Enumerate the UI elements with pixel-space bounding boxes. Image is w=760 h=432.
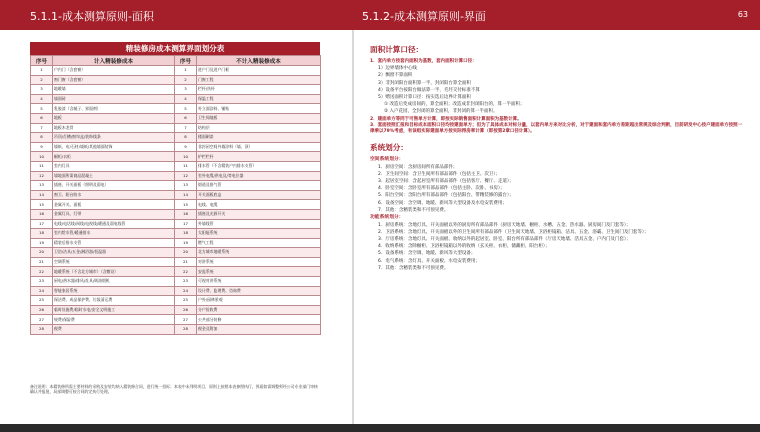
row-excluded: 可视对讲系统 <box>197 277 321 287</box>
row-no2: 4 <box>175 94 197 104</box>
row-included: 临时设施费/临时水电/安全文明施工 <box>53 305 175 315</box>
row-no2: 2 <box>175 75 197 85</box>
list-item: 4．卧室空间：含卧室所有部品部件（包括主卧、次卧、书房）； <box>378 186 505 192</box>
table-row <box>31 267 321 277</box>
row-no2: 10 <box>175 152 197 162</box>
row-no: 23 <box>31 277 53 287</box>
function-system-title: 功能系统划分： <box>370 215 404 221</box>
table-row <box>31 305 321 315</box>
table-row <box>31 104 321 114</box>
row-no2: 24 <box>175 286 197 296</box>
row-no2: 13 <box>175 181 197 191</box>
list-item: 4．收纳系统：含除橱柜、卫浴柜镜箱以外的收纳（玄关柜、衣柜、储藏柜、阳台柜）； <box>378 244 550 250</box>
table-row <box>31 94 321 104</box>
row-excluded: 保温工程 <box>197 94 321 104</box>
row-no: 8 <box>31 133 53 143</box>
row-no: 9 <box>31 142 53 152</box>
col-header-no: 序号 <box>31 56 53 66</box>
row-included: 窗门窗（含套窗） <box>53 75 175 85</box>
row-excluded: 门窗工程 <box>197 75 321 85</box>
row-no2: 20 <box>175 248 197 258</box>
row-included: 地暖墙 <box>53 85 175 95</box>
table-row <box>31 161 321 171</box>
list-item: 3．起居室空间：含起居室所有部品部件（包括客厅、餐厅、走道）； <box>378 179 514 185</box>
page-spine <box>352 30 354 424</box>
row-no2: 22 <box>175 267 197 277</box>
table-row <box>31 248 321 258</box>
row-no2: 12 <box>175 171 197 181</box>
row-no: 4 <box>31 94 53 104</box>
list-item: 5．阳台空间：含阳台所有部品部件（包括阳台、带精装修的露台）； <box>378 193 514 199</box>
area-rule-2: 2．建面单方等同于可售单方计算，即按实际销售面积计算面积为基数计算。 <box>370 116 522 122</box>
list-item: 3）非封闭阳台面积算一半，封闭阳台算全面积 <box>378 80 471 86</box>
row-no2: 7 <box>175 123 197 133</box>
row-no: 21 <box>31 257 53 267</box>
list-item: 7．其他：含精装类和不可预见费。 <box>378 265 449 271</box>
table-row <box>31 286 321 296</box>
row-excluded: 进户门及进户门框 <box>197 66 321 76</box>
list-item: 2．卫生间空间：含卫生间所有部品部件（包括主卫、次卫）； <box>378 171 501 177</box>
row-excluded: 卫生间地板 <box>197 113 321 123</box>
row-no: 26 <box>31 305 53 315</box>
row-no2: 3 <box>175 85 197 95</box>
row-no: 16 <box>31 209 53 219</box>
list-item: 1）边界墙体中心线 <box>378 66 417 72</box>
row-included: 精装后排水支管 <box>53 238 175 248</box>
row-included: 窗卫、阳台防水 <box>53 190 175 200</box>
row-included: 金属灯具、灯带 <box>53 209 175 219</box>
row-no2: 27 <box>175 315 197 325</box>
table-row <box>31 66 321 76</box>
bottom-bar <box>0 424 760 432</box>
row-included: 乳胶漆（含腻子、界面剂） <box>53 104 175 114</box>
row-no: 18 <box>31 229 53 239</box>
row-no2: 18 <box>175 229 197 239</box>
row-included: 保洁费、成品保护费、垃圾清运费 <box>53 296 175 306</box>
table-row <box>31 123 321 133</box>
table-row <box>31 277 321 287</box>
list-item: 4）设备平台按阳台做法算一半，毛坯交付标准不算 <box>378 87 480 93</box>
row-excluded: 电线、电缆 <box>197 200 321 210</box>
row-excluded: 外立面涂料、铺贴 <box>197 104 321 114</box>
row-no: 25 <box>31 296 53 306</box>
row-no: 3 <box>31 85 53 95</box>
left-page-title: 5.1.1-成本测算原则-面积 <box>30 10 154 23</box>
row-no: 15 <box>31 200 53 210</box>
row-no2: 26 <box>175 305 197 315</box>
table-row <box>31 325 321 335</box>
list-item: 6．设备空间：含空调、地暖、新风等大型设备及水电安装费用； <box>378 200 507 206</box>
table-row <box>31 190 321 200</box>
right-content <box>370 44 745 272</box>
row-no2: 15 <box>175 200 197 210</box>
row-included: 插座、开关面板（照明及弱电） <box>53 181 175 191</box>
row-no: 17 <box>31 219 53 229</box>
col-header-included: 计入精装修成本 <box>53 56 175 66</box>
row-no: 20 <box>31 248 53 258</box>
table-row <box>31 296 321 306</box>
table-row <box>31 113 321 123</box>
row-excluded: 插座及光源开关 <box>197 209 321 219</box>
row-included: 税费 <box>53 325 175 335</box>
table-row <box>31 133 321 143</box>
row-no: 28 <box>31 325 53 335</box>
row-no: 27 <box>31 315 53 325</box>
list-item: 7．其他：含精装类和不可预见费。 <box>378 207 449 213</box>
list-item: 3．厅房系统：含地灯具、开关面板、收纳以外的起居室、卧室、阳台所有部品部件（厅房天地墙、活具五金、户内门及门套）； <box>378 237 631 243</box>
row-no: 2 <box>31 75 53 85</box>
page-number: 63 <box>737 10 748 19</box>
row-excluded: 栏杆/扶杆 <box>197 85 321 95</box>
list-item: 2）飘窗不算面积 <box>378 73 413 79</box>
row-excluded: 结构层 <box>197 123 321 133</box>
row-included: 室内灯具 <box>53 161 175 171</box>
row-excluded: 开关面板底盒 <box>197 190 321 200</box>
row-excluded: 对讲系统 <box>197 257 321 267</box>
row-included: 吊顶/灯槽/窗帘盒/装饰线条 <box>53 133 175 143</box>
row-included: 卫浴/洁具/五金/淋浴器/恒温器 <box>53 248 175 258</box>
row-included: 橱柜/衣柜 <box>53 152 175 162</box>
row-no2: 6 <box>175 113 197 123</box>
row-included: 电线/电话线/网线/电视线/暖通及弱电线管 <box>53 219 175 229</box>
row-no: 24 <box>31 286 53 296</box>
list-item: 5．设备系统：含空调、地暖、新风等大型设备； <box>378 251 476 257</box>
list-item: ② 入户花园，全封闭的算全面积，非封闭的算一半面积。 <box>384 109 498 115</box>
row-no2: 21 <box>175 257 197 267</box>
row-excluded: 公共部分装修 <box>197 315 321 325</box>
area-rule-3: 3．套面按照汇报和目标成本面积口径均按建面单方；但为了具体成本对标分量，以套内单方来对比分析，对于建面和套内单方差距超出常规及综合判断，目前研发中心按户建面单方按照一律乘以79%考虑，有该组实际建面单方按实际得房率计算（即按第2章口径计算）。 <box>370 122 743 135</box>
row-included: 墙地面所需商品混凝土 <box>53 171 175 181</box>
row-no2: 16 <box>175 209 197 219</box>
space-system-list <box>370 164 745 214</box>
row-included: 空调系统 <box>53 257 175 267</box>
row-no2: 11 <box>175 161 197 171</box>
row-excluded: 非封闭空间外墙涂料（墙、顶） <box>197 142 321 152</box>
list-item: 5）赠送面积计算口径：按实选后边界计算面积 <box>378 95 471 101</box>
row-no: 22 <box>31 267 53 277</box>
row-included: 智能家居系统 <box>53 286 175 296</box>
row-excluded: 外墙线管 <box>197 219 321 229</box>
row-excluded: 税金及附加 <box>197 325 321 335</box>
list-item: 1．套内单方按套内面积为基数，套内面积计算口径： <box>370 59 477 64</box>
row-no: 1 <box>31 66 53 76</box>
function-system-list <box>370 222 745 272</box>
row-no: 7 <box>31 123 53 133</box>
table-header-row <box>31 56 321 66</box>
table-row <box>31 238 321 248</box>
row-included: 规费/保险费 <box>53 315 175 325</box>
row-included: 厨电/热水器/排风/灶具/吸油烟机 <box>53 277 175 287</box>
list-item: 1．厨房空间：含厨房间所有部品部件； <box>378 164 458 170</box>
row-excluded: 烟道及排气管 <box>197 181 321 191</box>
row-excluded: 室外电缆/供电及/等电位器 <box>197 171 321 181</box>
row-included: 墙纸、布/石材/墙纸/其他墙面装饰 <box>53 142 175 152</box>
row-excluded: 安监系统 <box>197 267 321 277</box>
row-included: 地板木龙骨 <box>53 123 175 133</box>
row-no: 10 <box>31 152 53 162</box>
table-row <box>31 219 321 229</box>
row-no: 6 <box>31 113 53 123</box>
space-system-title: 空间系统划分： <box>370 157 404 163</box>
row-excluded: 楼面刷漆 <box>197 133 321 143</box>
col-header-excluded: 不计入精装修成本 <box>197 56 321 66</box>
row-no2: 5 <box>175 104 197 114</box>
cost-scope-table <box>30 42 320 335</box>
row-included: 地板 <box>53 113 175 123</box>
row-no2: 1 <box>175 66 197 76</box>
table-row <box>31 181 321 191</box>
row-no: 12 <box>31 171 53 181</box>
row-excluded: 北方城市地暖系统 <box>197 248 321 258</box>
row-excluded: 分户验收费 <box>197 305 321 315</box>
row-no: 13 <box>31 181 53 191</box>
row-excluded: 太阳能系统 <box>197 229 321 239</box>
row-no2: 25 <box>175 296 197 306</box>
list-item: 1．厨房系统：含地灯具、开关面板以外的厨房所有部品部件（厨房天地墙、橱柜、水槽、五金、热水器、厨房间门及门套等）； <box>378 222 631 228</box>
area-lines <box>370 58 745 116</box>
table-row <box>31 257 321 267</box>
row-excluded: 户外/园林景观 <box>197 296 321 306</box>
table-row <box>31 142 321 152</box>
cost-table <box>30 55 321 335</box>
row-excluded: 排水管（不含精装户内排水支管） <box>197 161 321 171</box>
row-excluded: 燃气工程 <box>197 238 321 248</box>
table-row <box>31 152 321 162</box>
table-row <box>31 200 321 210</box>
row-no2: 28 <box>175 325 197 335</box>
right-page-title: 5.1.2-成本测算原则-界面 <box>362 10 486 23</box>
row-no2: 17 <box>175 219 197 229</box>
row-included: 地暖系统（不含北方城市）（含敷设） <box>53 267 175 277</box>
row-no2: 9 <box>175 142 197 152</box>
table-row <box>31 85 321 95</box>
system-section-title: 系统划分： <box>370 143 408 153</box>
table-row <box>31 315 321 325</box>
table-row <box>31 75 321 85</box>
row-no: 11 <box>31 161 53 171</box>
list-item: ① 改造后变成房间的，算全面积；改造成非封闭阳台的，算一半面积； <box>384 102 525 108</box>
row-included: 墙面砖 <box>53 94 175 104</box>
row-no2: 8 <box>175 133 197 143</box>
row-no: 19 <box>31 238 53 248</box>
table-body <box>31 66 321 335</box>
row-no2: 19 <box>175 238 197 248</box>
row-no2: 14 <box>175 190 197 200</box>
table-row <box>31 209 321 219</box>
area-section-title: 面积计算口径： <box>370 45 424 54</box>
row-included: 金属开关、面板 <box>53 200 175 210</box>
row-excluded: 设计费、监理费、咨询费 <box>197 286 321 296</box>
table-row <box>31 171 321 181</box>
list-item: 2．卫浴系统：含地灯具、开关面板以外的卫生间所有部品部件（卫生间天地墙、卫浴柜镜箱、洁具、五金、浴霸、卫生间门及门套等）； <box>378 229 649 235</box>
table-row <box>31 229 321 239</box>
col-header-no2: 序号 <box>175 56 197 66</box>
row-no: 14 <box>31 190 53 200</box>
table-title: 精装修房成本测算界面划分表 <box>30 42 320 55</box>
row-no: 5 <box>31 104 53 114</box>
row-no2: 23 <box>175 277 197 287</box>
row-excluded: 护栏栏杆 <box>197 152 321 162</box>
row-included: 户内门（含套窗） <box>53 66 175 76</box>
list-item: 6．电气系统：含灯具、开关面板、水电安装费用； <box>378 258 480 264</box>
row-included: 室内给水管/暖通排水 <box>53 229 175 239</box>
table-note: 备注说明：本精装修所需主要材料的采购及安装均纳入精装修合同，进行统一招标；本表中未列明项目，原则上按照本表参照执行，界面如需调整须经公司专业部门审核确认并报批，局部调整可按合同约定执行处理。 <box>30 384 318 395</box>
